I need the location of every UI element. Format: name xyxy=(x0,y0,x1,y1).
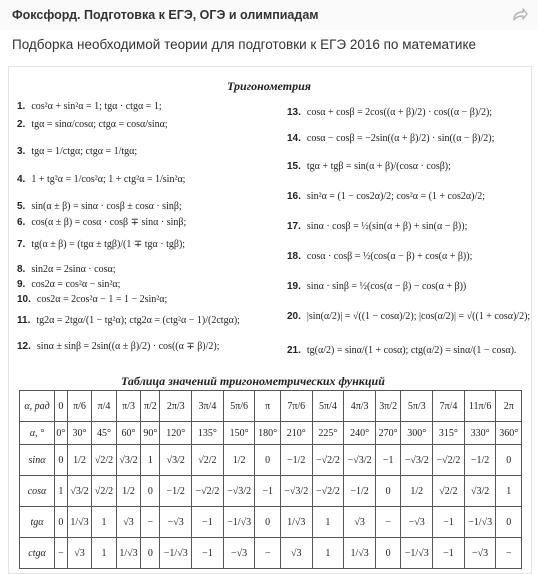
formula-item xyxy=(17,217,186,229)
table-cell: −1/√3 xyxy=(464,507,496,538)
formula-item xyxy=(287,281,466,293)
formula-text: cosα + cosβ = 2cos((α + β)/2) · cos((α − β)/2); xyxy=(306,107,493,118)
table-cell: 1/√3 xyxy=(116,538,141,569)
formula-item xyxy=(287,221,467,233)
table-cell: −√2/2 xyxy=(433,445,465,476)
table-cell: −1 xyxy=(192,538,224,569)
formula-text: tgα = sinα/cosα; ctgα = cosα/sinα; xyxy=(31,119,168,130)
formula-number: 7. xyxy=(17,239,26,250)
table-cell: − xyxy=(375,507,400,538)
table-cell: −√3/2 xyxy=(280,476,312,507)
formula-number: 13. xyxy=(287,107,301,118)
row-header: sinα xyxy=(20,445,55,476)
table-cell: 0 xyxy=(55,445,68,476)
table-cell: −1/√3 xyxy=(401,538,433,569)
table-cell: 0 xyxy=(141,538,160,569)
table-cell: 1/√3 xyxy=(67,507,92,538)
table-cell: √2/2 xyxy=(433,476,465,507)
table-cell: 7π/4 xyxy=(433,391,465,422)
table-cell: 210° xyxy=(280,422,312,445)
table-cell: 5π/4 xyxy=(312,391,344,422)
table-cell: −1/√3 xyxy=(160,538,192,569)
table-cell: √2/2 xyxy=(92,476,117,507)
table-cell: √2/2 xyxy=(92,445,117,476)
table-cell: π/3 xyxy=(116,391,141,422)
table-cell: 315° xyxy=(433,422,465,445)
table-cell: 330° xyxy=(464,422,496,445)
table-cell: −1 xyxy=(433,538,465,569)
formula-number: 21. xyxy=(287,345,301,356)
table-cell: 180° xyxy=(255,422,280,445)
table-cell: 1/√3 xyxy=(280,507,312,538)
table-cell: 0 xyxy=(255,445,280,476)
formula-text: tgα + tgβ = sin(α + β)/(cosα · cosβ); xyxy=(306,161,451,172)
row-header: cosα xyxy=(20,476,55,507)
table-cell: 300° xyxy=(401,422,433,445)
formula-number: 9. xyxy=(17,279,26,290)
table-cell: 1 xyxy=(92,507,117,538)
table-cell: π/2 xyxy=(141,391,160,422)
share-icon[interactable] xyxy=(510,6,528,24)
table-row xyxy=(20,445,522,476)
table-cell: 0 xyxy=(55,391,68,422)
table-cell: 360° xyxy=(496,422,522,445)
table-cell: 0 xyxy=(496,445,522,476)
formula-number: 19. xyxy=(287,281,301,292)
formula-item xyxy=(17,341,220,353)
table-cell: −1 xyxy=(375,445,400,476)
formula-number: 11. xyxy=(17,315,31,326)
table-cell: 1 xyxy=(141,445,160,476)
formula-item xyxy=(17,294,167,306)
table-cell: √3/2 xyxy=(464,476,496,507)
table-cell: 225° xyxy=(312,422,344,445)
table-cell: −1 xyxy=(255,476,280,507)
table-cell: 1/2 xyxy=(401,476,433,507)
table-cell: √3/2 xyxy=(67,476,92,507)
table-row xyxy=(20,391,522,422)
formula-text: sinα · sinβ = ½(cos(α − β) − cos(α + β)) xyxy=(306,281,467,292)
table-cell: 7π/6 xyxy=(280,391,312,422)
formula-number: 18. xyxy=(287,251,301,262)
table-cell: 3π/4 xyxy=(192,391,224,422)
formula-item xyxy=(287,251,472,263)
table-cell: − xyxy=(255,538,280,569)
table-cell: 135° xyxy=(192,422,224,445)
formula-item xyxy=(287,161,451,173)
formula-number: 12. xyxy=(17,341,31,352)
values-table xyxy=(19,390,522,569)
formula-number: 5. xyxy=(17,201,26,212)
trig-section-title: Тригонометрия xyxy=(227,79,311,93)
table-row xyxy=(20,422,522,445)
table-cell: −1 xyxy=(192,507,224,538)
table-cell: 1/2 xyxy=(116,476,141,507)
row-header: α, рад xyxy=(20,391,55,422)
formula-item xyxy=(17,315,240,327)
table-cell: 0 xyxy=(55,507,68,538)
formula-text: |sin(α/2)| = √((1 − cosα)/2); |cos(α/2)| = √((1 + cosα)/2); xyxy=(306,311,531,322)
table-cell: −√3/2 xyxy=(223,476,255,507)
formula-text: sinα ± sinβ = 2sin((α ± β)/2) · cos((α ∓ β)/2); xyxy=(36,341,220,352)
table-cell: −1/2 xyxy=(160,476,192,507)
table-cell: 11π/6 xyxy=(464,391,496,422)
formula-item xyxy=(17,239,185,251)
table-cell: 2π xyxy=(496,391,522,422)
table-cell: 0° xyxy=(55,422,68,445)
formula-item xyxy=(17,264,115,276)
table-cell: π/6 xyxy=(67,391,92,422)
table-cell: π xyxy=(255,391,280,422)
community-name[interactable]: Фоксфорд. Подготовка к ЕГЭ, ОГЭ и олимпиадам xyxy=(12,8,319,22)
formula-item xyxy=(287,107,492,119)
table-row xyxy=(20,476,522,507)
table-cell: 150° xyxy=(223,422,255,445)
table-cell: 5π/6 xyxy=(223,391,255,422)
table-cell: 0 xyxy=(496,507,522,538)
formula-text: cos2α = 2cos²α − 1 = 1 − 2sin²α; xyxy=(36,294,168,305)
formula-item xyxy=(287,133,494,145)
formula-number: 15. xyxy=(287,161,301,172)
formula-item xyxy=(17,119,168,131)
table-cell: −√3 xyxy=(464,538,496,569)
formula-text: tgα = 1/ctgα; ctgα = 1/tgα; xyxy=(31,146,138,157)
formula-number: 17. xyxy=(287,221,301,232)
formula-number: 6. xyxy=(17,217,26,228)
table-title: Таблица значений тригонометрических функций xyxy=(121,374,385,388)
formula-text: cos²α + sin²α = 1; tgα · ctgα = 1; xyxy=(31,101,162,112)
table-cell: 240° xyxy=(344,422,376,445)
formula-text: cosα − cosβ = −2sin((α + β)/2) · sin((α − β)/2); xyxy=(306,133,495,144)
table-cell: 3π/2 xyxy=(375,391,400,422)
table-cell: √2/2 xyxy=(192,445,224,476)
table-cell: 45° xyxy=(92,422,117,445)
table-cell: 1 xyxy=(312,538,344,569)
table-cell: −√3/2 xyxy=(401,445,433,476)
table-cell: 90° xyxy=(141,422,160,445)
table-cell: 5π/3 xyxy=(401,391,433,422)
formula-number: 4. xyxy=(17,174,26,185)
row-header: ctgα xyxy=(20,538,55,569)
formula-item xyxy=(17,279,120,291)
formula-text: sin(α ± β) = sinα · cosβ ± cosα · sinβ; xyxy=(31,201,182,212)
formula-text: sin2α = 2sinα · cosα; xyxy=(31,264,116,275)
post-header xyxy=(0,0,538,30)
formula-text: cosα · cosβ = ½(cos(α − β) + cos(α + β)); xyxy=(306,251,473,262)
table-cell: √3 xyxy=(344,507,376,538)
post-text: Подборка необходимой теории для подготовки к ЕГЭ 2016 по математике xyxy=(12,37,477,52)
formula-text: tg2α = 2tgα/(1 − tg²α); ctg2α = (ctg²α − 1)/(2ctgα); xyxy=(36,315,240,326)
table-cell: − xyxy=(141,507,160,538)
table-cell: −√3 xyxy=(401,507,433,538)
table-cell: √3/2 xyxy=(160,445,192,476)
table-cell: 0 xyxy=(255,507,280,538)
table-cell: 1/2 xyxy=(223,445,255,476)
formula-number: 16. xyxy=(287,191,301,202)
table-cell: −√2/2 xyxy=(192,476,224,507)
table-cell: 1 xyxy=(312,507,344,538)
table-cell: 2π/3 xyxy=(160,391,192,422)
table-cell: 0 xyxy=(375,476,400,507)
table-cell: 1 xyxy=(496,476,522,507)
table-cell: 1/√3 xyxy=(344,538,376,569)
table-cell: √3 xyxy=(116,507,141,538)
table-cell: 1 xyxy=(55,476,68,507)
formula-item xyxy=(287,311,530,323)
formula-number: 20. xyxy=(287,311,301,322)
table-cell: 60° xyxy=(116,422,141,445)
table-cell: −1/2 xyxy=(280,445,312,476)
table-cell: √3 xyxy=(67,538,92,569)
table-row xyxy=(20,538,522,569)
formula-item xyxy=(17,174,185,186)
table-cell: √3/2 xyxy=(116,445,141,476)
formula-text: cos2α = cos²α − sin²α; xyxy=(31,279,121,290)
formula-item xyxy=(17,201,182,213)
formula-item xyxy=(287,191,485,203)
formula-text: tg(α/2) = sinα/(1 + cosα); ctg(α/2) = sinα/(1 − cosα). xyxy=(306,345,517,356)
table-cell: 0 xyxy=(141,476,160,507)
formula-text: sin²α = (1 − cos2α)/2; cos²α = (1 + cos2α)/2; xyxy=(306,191,486,202)
row-header: α, ° xyxy=(20,422,55,445)
table-cell: 270° xyxy=(375,422,400,445)
theory-image[interactable] xyxy=(8,66,532,574)
table-cell: −√2/2 xyxy=(312,445,344,476)
formula-text: sinα · cosβ = ½(sin(α + β) + sin(α − β)); xyxy=(306,221,468,232)
table-cell: −√3/2 xyxy=(344,445,376,476)
formula-number: 2. xyxy=(17,119,26,130)
table-cell: −1 xyxy=(433,507,465,538)
formula-item xyxy=(287,345,516,357)
table-cell: −√3 xyxy=(223,538,255,569)
table-cell: 1 xyxy=(92,538,117,569)
table-cell: −√2/2 xyxy=(312,476,344,507)
formula-number: 3. xyxy=(17,146,26,157)
table-cell: − xyxy=(496,538,522,569)
formula-text: cos(α ± β) = cosα · cosβ ∓ sinα · sinβ; xyxy=(31,217,187,228)
table-cell: 4π/3 xyxy=(344,391,376,422)
formula-text: 1 + tg²α = 1/cos²α; 1 + ctg²α = 1/sin²α; xyxy=(31,174,186,185)
table-cell: 1/2 xyxy=(67,445,92,476)
row-header: tgα xyxy=(20,507,55,538)
table-cell: √3 xyxy=(280,538,312,569)
table-cell: −1/2 xyxy=(464,445,496,476)
table-cell: 0 xyxy=(375,538,400,569)
table-row xyxy=(20,507,522,538)
formula-number: 8. xyxy=(17,264,26,275)
table-cell: − xyxy=(55,538,68,569)
table-cell: 30° xyxy=(67,422,92,445)
formula-number: 1. xyxy=(17,101,26,112)
formula-item xyxy=(17,101,162,113)
table-cell: −1/√3 xyxy=(223,507,255,538)
formula-number: 10. xyxy=(17,294,31,305)
table-cell: 120° xyxy=(160,422,192,445)
formula-item xyxy=(17,146,137,158)
table-cell: π/4 xyxy=(92,391,117,422)
formula-number: 14. xyxy=(287,133,301,144)
formula-text: tg(α ± β) = (tgα ± tgβ)/(1 ∓ tgα · tgβ); xyxy=(31,239,186,250)
table-cell: −1/2 xyxy=(344,476,376,507)
table-cell: −√3 xyxy=(160,507,192,538)
